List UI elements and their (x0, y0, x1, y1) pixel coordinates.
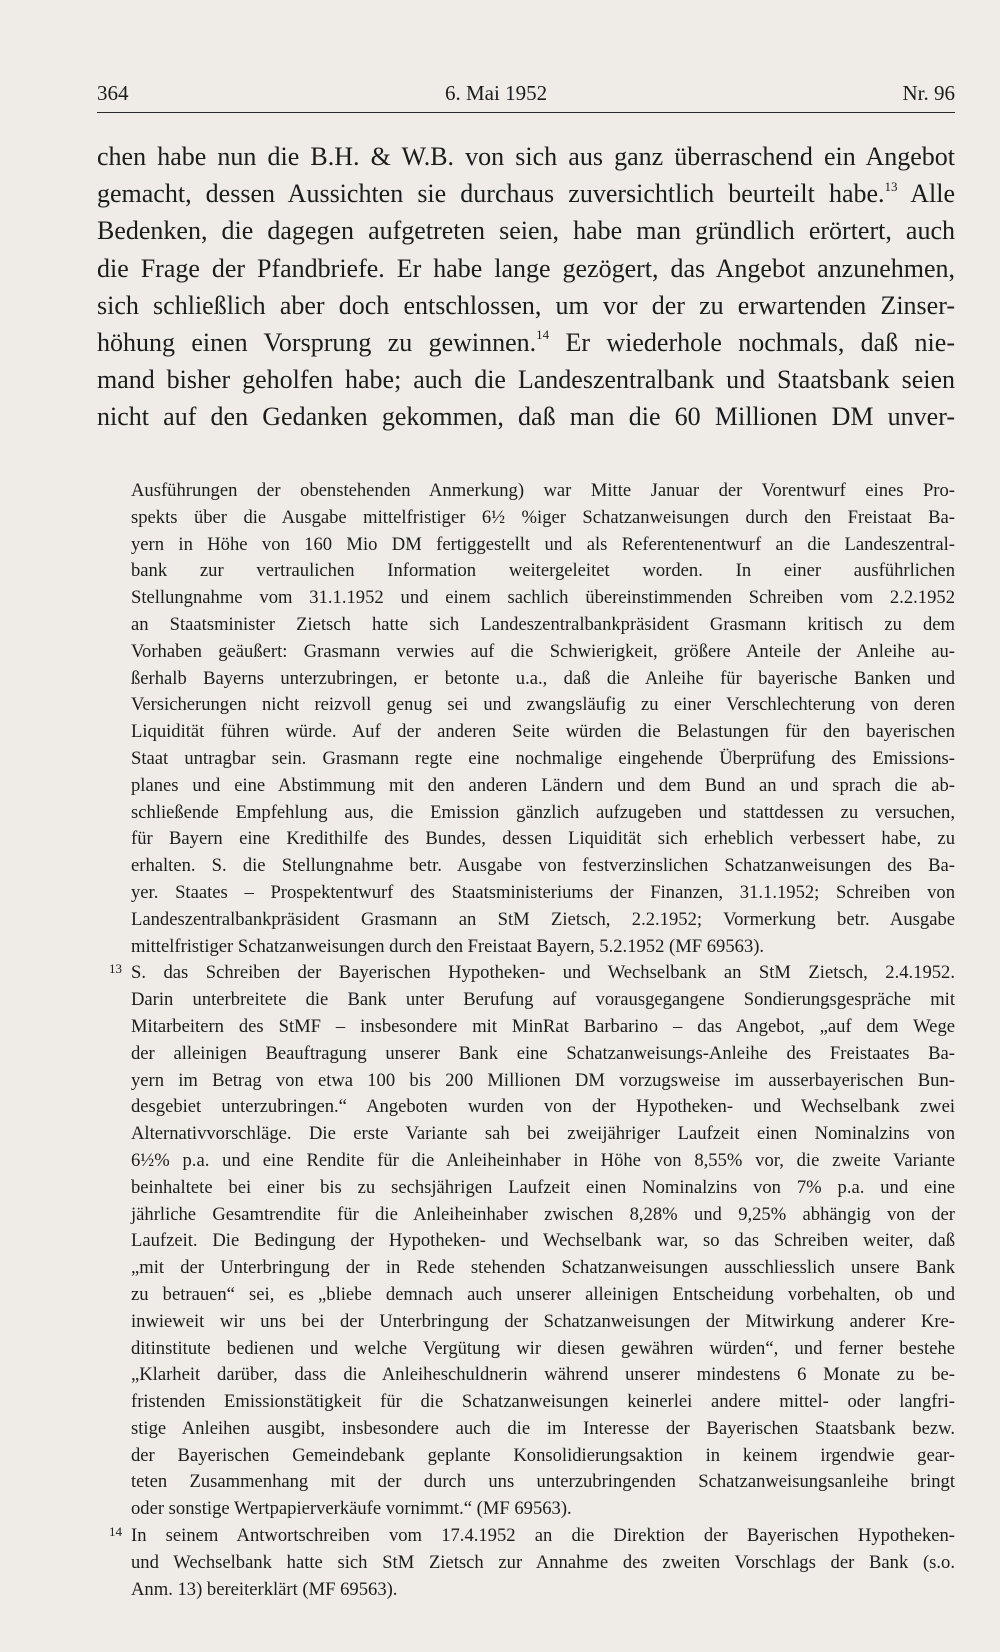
footnote-number: 13 (109, 961, 122, 977)
footnotes (97, 478, 955, 1603)
footnote-line: und Wechselbank hatte sich StM Zietsch zur Annahme des zweiten Vorschlags der Bank (s.o. (131, 1551, 955, 1573)
page-header (97, 78, 955, 113)
footnote-line: erhalten. S. die Stellungnahme betr. Ausgabe von festverzinslichen Schatzanweisungen des Ba- (131, 855, 955, 877)
footnote-14 (97, 1523, 955, 1603)
footnote-line: der alleinigen Beauftragung unserer Bank eine Schatzanweisungs-Anleihe des Freistaates Ba- (131, 1042, 955, 1064)
footnote-line: für Bayern eine Kredithilfe des Bundes, dessen Liquidität sich erheblich verbessert habe, zu (131, 828, 955, 850)
main-text-line: chen habe nun die B.H. & W.B. von sich aus ganz überraschend ein Angebot (97, 142, 955, 171)
footnote-line: inwieweit wir uns bei der Unterbringung der Schatzanweisungen der Mitwirkung anderer Kre- (131, 1310, 955, 1332)
footnote-line: „Klarheit darüber, dass die Anleiheschuldnerin während unserer mindestens 6 Monate zu be- (131, 1364, 955, 1386)
footnote-line: spekts über die Ausgabe mittelfristiger 6½ %iger Schatzanweisungen durch den Freistaat Ba- (131, 506, 955, 528)
main-text-line: gemacht, dessen Aussichten sie durchaus zuversichtlich beurteilt habe.$^{13}$ Alle (97, 178, 955, 209)
footnote-line: Versicherungen nicht reizvoll genug sei und zwangsläufig zu einer Verschlechterung von deren (131, 694, 955, 716)
main-text-line: sich schließlich aber doch entschlossen, um vor der zu erwartenden Zinser- (97, 290, 955, 320)
footnote-line: ßerhalb Bayerns unterzubringen, er betonte u.a., daß die Anleihe für bayerische Banken und (131, 667, 955, 689)
footnote-13 (97, 960, 955, 1523)
footnote-number: 14 (109, 1524, 122, 1540)
footnote-continued (97, 478, 955, 960)
footnote-line: beinhaltete bei einer bis zu sechsjährigen Laufzeit einen Nominalzins von 7% p.a. und eine (131, 1176, 955, 1198)
footnote-line: Vorhaben geäußert: Grasmann verwies auf die Schwierigkeit, größere Anteile der Anleihe au- (131, 640, 955, 662)
footnote-line: der Bayerischen Gemeindebank geplante Konsolidierungsaktion in keinem irgendwie gear- (131, 1444, 955, 1466)
footnote-line: S. das Schreiben der Bayerischen Hypotheken- und Wechselbank an StM Zietsch, 2.4.1952. (131, 962, 955, 984)
footnote-line: ditinstitute bedienen und welche Vergütung wir diesen gewähren würden“, und ferner bestehe (131, 1337, 955, 1359)
footnote-line: Mitarbeitern des StMF – insbesondere mit MinRat Barbarino – das Angebot, „auf dem Wege (131, 1015, 955, 1037)
footnote-line: an Staatsminister Zietsch hatte sich Landeszentralbankpräsident Grasmann kritisch zu dem (131, 613, 955, 635)
footnote-line: schließende Empfehlung aus, die Emission gänzlich aufzugeben und stattdessen zu versuchen, (131, 801, 955, 823)
footnote-line: yern in Höhe von 160 Mio DM fertiggestellt und als Referentenentwurf an die Landeszentral- (131, 533, 955, 555)
issue-number: Nr. 96 (902, 81, 955, 105)
main-text-line: höhung einen Vorsprung zu gewinnen.$^{14}$ Er wiederhole nochmals, daß nie- (97, 327, 955, 358)
footnote-ref-13[interactable]: 13 (884, 178, 898, 194)
footnote-line: Darin unterbreitete die Bank unter Berufung auf vorausgegangene Sondierungsgespräche mit (131, 989, 955, 1011)
footnote-line: In seinem Antwortschreiben vom 17.4.1952 an die Direktion der Bayerischen Hypotheken- (131, 1525, 955, 1547)
page-number: 364 (97, 81, 129, 105)
footnote-line: stige Anleihen ausgibt, insbesondere auch die im Interesse der Bayerischen Staatsbank bezw. (131, 1417, 955, 1439)
footnote-line: teten Zusammenhang mit der durch uns unterzubringenden Schatzanweisungsanleihe bringt (131, 1471, 955, 1493)
footnote-line: Stellungnahme vom 31.1.1952 und einem sachlich übereinstimmenden Schreiben vom 2.2.1952 (131, 587, 955, 609)
main-text-line: mand bisher geholfen habe; auch die Landeszentralbank und Staatsbank seien (97, 365, 955, 395)
main-text (97, 138, 955, 436)
footnote-line: „mit der Unterbringung der in Rede stehenden Schatzanweisungen ausschliesslich unsere Bank (131, 1257, 955, 1279)
header-date: 6. Mai 1952 (445, 81, 548, 105)
main-text-line: nicht auf den Gedanken gekommen, daß man die 60 Millionen DM unver- (97, 402, 955, 432)
footnote-line: Ausführungen der obenstehenden Anmerkung) war Mitte Januar der Vorentwurf eines Pro- (131, 480, 955, 501)
footnote-line: mittelfristiger Schatzanweisungen durch den Freistaat Bayern, 5.2.1952 (MF 69563). (131, 935, 765, 957)
footnote-line: Landeszentralbankpräsident Grasmann an StM Zietsch, 2.2.1952; Vormerkung betr. Ausgabe (131, 908, 955, 930)
footnote-line: Anm. 13) bereiterklärt (MF 69563). (131, 1578, 398, 1600)
footnote-line: Staat untragbar sein. Grasmann regte eine nochmalige eingehende Überprüfung des Emissions- (131, 747, 955, 769)
footnote-line: Laufzeit. Die Bedingung der Hypotheken- und Wechselbank war, so das Schreiben weiter, daß (131, 1230, 955, 1252)
footnote-line: yer. Staates – Prospektentwurf des Staatsministeriums der Finanzen, 31.1.1952; Schreiben von (131, 881, 955, 903)
footnote-line: bank zur vertraulichen Information weitergeleitet worden. In einer ausführlichen (131, 560, 955, 582)
footnote-line: jährliche Gesamtrendite für die Anleiheinhaber zwischen 8,28% und 9,25% abhängig von der (131, 1203, 955, 1225)
footnote-line: fristenden Emissionstätigkeit für die Schatzanweisungen keinerlei andere mittel- oder langfri- (131, 1391, 955, 1413)
footnote-line: planes und eine Abstimmung mit den anderen Ländern und dem Bund an und sprach die ab- (131, 774, 955, 796)
footnote-line: 6½% p.a. und eine Rendite für die Anleiheinhaber in Höhe von 8,55% vor, die zweite Variante (131, 1149, 955, 1171)
main-text-line: die Frage der Pfandbriefe. Er habe lange gezögert, das Angebot anzunehmen, (97, 253, 955, 283)
footnote-line: oder sonstige Wertpapierverkäufe vornimmt.“ (MF 69563). (131, 1498, 572, 1520)
footnote-line: desgebiet unterzubringen.“ Angeboten wurden von der Hypotheken- und Wechselbank zwei (131, 1096, 955, 1118)
footnote-line: zu betrauen“ sei, es „bliebe demnach auch unserer alleinigen Entscheidung vorbehalten, ob und (131, 1283, 955, 1305)
main-text-line: Bedenken, die dagegen aufgetreten seien, habe man gründlich erörtert, auch (97, 216, 955, 246)
footnote-ref-14[interactable]: 14 (536, 327, 550, 343)
footnote-line: yern im Betrag von etwa 100 bis 200 Millionen DM vorzugsweise im ausserbayerischen Bun- (131, 1069, 955, 1091)
footnote-line: Liquidität führen würde. Auf der anderen Seite würden die Belastungen für den bayerischen (131, 721, 955, 743)
footnote-line: Alternativvorschläge. Die erste Variante sah bei zweijähriger Laufzeit einen Nominalzins von (131, 1123, 955, 1145)
